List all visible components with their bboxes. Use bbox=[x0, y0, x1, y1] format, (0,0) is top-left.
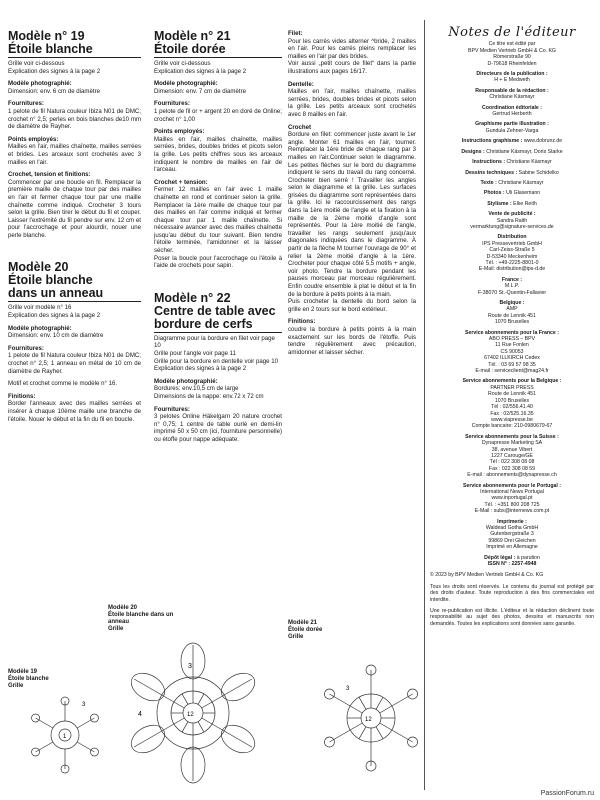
model-19-title: Modèle n° 19 bbox=[8, 29, 85, 43]
diagram-21-stitch bbox=[380, 723, 392, 730]
diagram-20-title: Modèle 20 bbox=[108, 605, 138, 611]
diagram-21-grille: Grille bbox=[288, 634, 304, 640]
diagram-20-round-4: 4 bbox=[138, 711, 142, 718]
directors-heading: Directeurs de la publication : bbox=[476, 71, 548, 78]
diagram-19-round-1: 1 bbox=[63, 734, 67, 740]
diagram-21-stitch bbox=[380, 706, 392, 713]
issn: 2257-4948 bbox=[511, 561, 537, 568]
crochet-text: Bordure en filet: commencer juste avant le 1er angle. Monter 61 mailles en l'air, tourner. Remplacer la 1ère bride de chaque rang par 3 mailles en l'air.Continuer selon le diagramme. Les petites flèches sur le bord du diagramme indiquent le sens du travail du rang concerné. Crocheter bien serré ! Travailler les angles selon le diagramme et la grille. Les surfaces grisées du diagramme sont représentées dans la grille. Ici le raccourcissement des rangs dans la 1ère moitié de l'angle et la fixation à la maille de la 2ème moitié d'angle sont représentés. Pour la 1ère moitié de l'angle, travailler les rangs seulement jusqu'aux diagonales indiquées dans le diagramme. À partir de la flèche M tourner l'ouvrage de 90° et relier la 2ème moitié d'angle à la 1ère. Crocheter pour chaque côté 5,5 motifs + angle, voir photo. Tendre la bordure pendant les pauses morceau par morceau régulièrement. Enfin coudre ensemble à plat le début et la fin de la bordure à petits points à la main. Puis crocheter la dentelle du bord selon la grille en 2 tours sur le bord extérieur. bbox=[288, 131, 416, 313]
watermark: PassionForum.ru bbox=[540, 790, 594, 797]
legal-deposit-heading: Dépôt légal : bbox=[484, 554, 516, 561]
distribution: IPS Pressevertrieb GmbH Carl-Zeiss-Straße 5 D-53340 Meckenheim Tél. : +49-2225-8801-0 E-Mail: distribution@ips-d.de bbox=[478, 240, 546, 273]
coordination: Gertrud Herberth bbox=[492, 111, 532, 118]
coordination-heading: Coordination éditoriale : bbox=[482, 104, 542, 111]
model-19-pts-heading: Points employés: bbox=[8, 135, 59, 143]
france-heading: France : bbox=[501, 276, 523, 283]
advertising-heading: Vente de publicité : bbox=[488, 211, 536, 218]
belgium: AMP Route de Lennik 451 1070 Bruxelles bbox=[488, 306, 536, 326]
diagram-21-stitch bbox=[359, 697, 366, 709]
legal-notice-2: Une re-publication est illicite. L'éditeur et la rédaction déclinent toute responsabilité au sujet des photos, dessins et manuscrits non demandés. Toutes les explications sont données sans garantie. bbox=[430, 608, 594, 627]
model-20-fin: Border l'anneaux avec des mailles serrées et insérer à chaque 10ème maille une branche de l'étoile. Nouer le début et la fin du fil en boucle. bbox=[8, 400, 141, 423]
subs-belgium: PARTNER PRESS Route de Lennik 451 1070 Bruxelles Tél : 02/556.41.40 Fax : 02/525.16.35 www.viapresse.be Compte bancaire: 210-0980679-67 bbox=[471, 384, 553, 430]
model-19-subtitle: Étoile blanche bbox=[8, 43, 141, 58]
tech-drawings: Sabine Schidelko bbox=[518, 169, 559, 176]
diagram-19-grid bbox=[20, 690, 110, 780]
model-20-intro: Grille voir modèle n° 16 Explication des signes à la page 2 bbox=[8, 304, 101, 320]
diagram-20-round-3: 3 bbox=[188, 663, 192, 670]
distribution-heading: Distribution bbox=[497, 234, 527, 241]
printer-heading: Imprimerie : bbox=[497, 518, 527, 525]
model-19-four-heading: Fournitures: bbox=[8, 100, 44, 108]
dentelle-heading: Dentelle: bbox=[288, 80, 314, 88]
diagram-20-spoke bbox=[134, 679, 174, 702]
diagram-21-arm bbox=[392, 730, 413, 742]
model-22-title-3: bordure de cerfs bbox=[154, 318, 282, 333]
diagram-20-stitch bbox=[174, 702, 184, 708]
diagram-21-arm bbox=[329, 694, 350, 706]
advertising: Sandra Raith vermarktung@signature-services.de bbox=[470, 217, 554, 230]
diagram-21-arm bbox=[329, 730, 350, 742]
subs-portugal: International News Portugal www.inportugal.pt Tél. : +351 800 208 725 E-Mail : subs@internews.com.pt bbox=[474, 488, 550, 515]
model-20-motif: Motif et crochet comme le modèle n° 16. bbox=[8, 380, 118, 388]
dentelle-text: Mailles en l'air, mailles chaînette, mailles serrées, brides, doubles brides et picots selon la grille. Les petits arceaux sont crochetés avec 8 mailles en l'air. bbox=[288, 88, 416, 118]
model-19-dim: Dimension: env. 6 cm de diamètre bbox=[8, 87, 101, 95]
designs: Christiane Käsmayr, Doris Starke bbox=[486, 148, 563, 155]
model-20-fin-heading: Finitions: bbox=[8, 392, 36, 400]
model-19-cro-heading: Crochet, tension et finitions: bbox=[8, 171, 91, 179]
photos-heading: Photos : bbox=[483, 190, 505, 197]
legal-deposit: à parution bbox=[516, 554, 540, 561]
editor-notes-heading: Notes de l'éditeur bbox=[448, 25, 576, 40]
model-20-title: Modèle 20 bbox=[8, 260, 69, 275]
finitions-text: coudre la bordure à petits points à la main exactement sur les bords de l'étoffe. Puis tendre régulièrement avec précaution, amidonner et laisser sécher. bbox=[288, 325, 416, 356]
filet-heading: Filet: bbox=[288, 30, 303, 37]
model-22-four-heading: Fournitures: bbox=[154, 405, 190, 413]
model-19-four: 1 pelote de fil Natura couleur Ibiza N01 de DMC; crochet n° 2,5; perles en bois blanches de10 mm de diamètre de Rayher. bbox=[8, 107, 141, 131]
printer: Waldead Gotha GmbH Gutenbergstraße 3 99869 Drei Gleichen Imprimé en Allemagne bbox=[485, 525, 539, 551]
model-19-dim-heading: Modèle photographié: bbox=[8, 80, 72, 88]
diagram-20-stitch bbox=[182, 722, 188, 732]
finitions-heading: Finitions: bbox=[288, 318, 316, 326]
tech-drawings-heading: Dessins techniques : bbox=[465, 169, 518, 176]
photos: Uli Glasemann bbox=[506, 190, 541, 197]
model-21-pts-heading: Points employés: bbox=[154, 128, 205, 136]
model-21-four: 1 pelote de fil or + argent 20 en doré de Online; crochet n° 1,00 bbox=[154, 107, 282, 123]
model-22-dim-heading: Modèle photographié: bbox=[154, 377, 218, 385]
diagram-21-stitch bbox=[376, 697, 383, 709]
model-20-dim-heading: Modèle photographié: bbox=[8, 324, 72, 332]
diagram-20-stitch bbox=[202, 718, 212, 724]
model-20-four: 1 pelote de fil Natura couleur Ibiza N01 de DMC; crochet n° 2,5; 1 anneau en métal de 10 cm de diamètre de Rayher. bbox=[8, 352, 141, 375]
model-21-title: Modèle n° 21 bbox=[154, 29, 231, 43]
subs-swiss: Dynapresse Marketing SA 38, avenue Vibert 1227 Carouge/GE Tél : 022 308 08 08 Fax : 022 308 08 59 E-mail : abonnements@dynapresse.ch bbox=[467, 440, 557, 479]
diagram-20-round-12: 12 bbox=[187, 712, 194, 718]
diagram-20-stitch bbox=[202, 702, 212, 708]
column-2 bbox=[154, 30, 282, 451]
model-21-pose: Poser la boucle pour l'accrochage ou l'étoile à l'aide de crochets pour sapin. bbox=[154, 254, 282, 270]
subs-france-heading: Service abonnements pour la France : bbox=[465, 329, 559, 336]
diagram-21-title: Modèle 21 bbox=[288, 620, 318, 626]
diagram-21-stitch bbox=[359, 727, 366, 739]
model-19-pts: Mailles en l'air, mailles chaînette, mailles serrées et brides. Les arceaux sont crochetés avec 3 mailles en l'air. bbox=[8, 143, 141, 166]
diagram-19-spoke bbox=[77, 742, 94, 752]
column-3 bbox=[288, 30, 416, 361]
subs-france: ABO PRESS – BPV 11 Rue Fonlen CS 90053 67402 ILLKIRCH Cedex Tél. : 03 69 57 98 35 E-mail : serviceclient@mag24.fr bbox=[475, 336, 549, 375]
diagram-19-spoke bbox=[77, 718, 94, 728]
model-19-cro: Commencer par une boucle en fil. Remplacer la première maille de chaque tour par des mailles en l'air et fermer chaque tour par une maille chaînette comme indiqué. Crocheter 3 tours selon la grille. Bien tirer le début du fil et couper. Laisser l'extrémité du fil pendre sur env. 12 cm et pour l'accrochage et pour alourdir, nouer une perle blanche. bbox=[8, 178, 141, 239]
diagram-21-arm bbox=[392, 694, 413, 706]
model-22-title-1: Modèle n° 22 bbox=[154, 290, 231, 305]
model-20-subtitle-1: Étoile blanche bbox=[8, 273, 93, 288]
diagram-20-stitch bbox=[198, 694, 204, 704]
model-21-four-heading: Fournitures: bbox=[154, 100, 190, 108]
text-author: Christiane Käsmayr bbox=[498, 179, 544, 186]
publisher-info: Ce titre est édité par BPV Medien Vertrieb GmbH & Co. KG Römerstraße 90 D-79618 Rheinfelden bbox=[468, 41, 556, 67]
styling: Elke Reith bbox=[513, 200, 537, 207]
model-22-intro: Diagramme pour la bordure en filet voir page 10 Grille pour l'angle voir page 11 Grille pour la bordure en dentelle voir page 10 Explication des signes à la page 2 bbox=[154, 334, 278, 373]
instructions: Christiane Käsmayr bbox=[506, 159, 552, 166]
filet-text: Pour les carrés vides alterner ^bride, 2 mailles en l'air. Pour les carrés pleins remplacer les mailles en l'air par des brides. Voir aussi „petit cours de filet“ dans la partie illustrations aux pages 16/17. bbox=[288, 37, 416, 75]
directors: H + E Medweth bbox=[494, 77, 530, 84]
subs-belgium-heading: Service abonnements pour la Belgique : bbox=[462, 378, 562, 385]
graphics-heading: Graphisme partie illustration : bbox=[475, 121, 549, 128]
instructions-graphics: www.dobrunz.de bbox=[523, 138, 563, 145]
model-21-dim: Dimension: env. 7 cm de diamètre bbox=[154, 87, 247, 95]
diagram-21-stitch bbox=[376, 727, 383, 739]
column-1 bbox=[8, 30, 141, 430]
model-21-dim-heading: Modèle photographié: bbox=[154, 80, 218, 88]
diagram-20-stitch bbox=[198, 722, 204, 732]
model-20-four-heading: Fournitures: bbox=[8, 344, 44, 352]
diagram-20-spoke bbox=[212, 724, 252, 747]
model-21-intro: Grille voir ci-dessous Explication des signes à la page 2 bbox=[154, 60, 247, 75]
diagram-20-subtitle-2: anneau bbox=[108, 619, 130, 625]
diagram-19-round-3: 3 bbox=[82, 702, 86, 708]
designs-heading: Designs : bbox=[461, 148, 485, 155]
subs-portugal-heading: Service abonnements pour le Portugal : bbox=[462, 482, 561, 489]
diagram-20-grid bbox=[118, 628, 268, 793]
instructions-heading: Instructions : bbox=[472, 159, 506, 166]
text-heading: Texte : bbox=[480, 179, 497, 186]
editor-in-chief: Christiane Käsmayr bbox=[489, 94, 535, 101]
editor-notes bbox=[430, 25, 594, 627]
copyright: © 2023 by BPV Medien Vertrieb GmbH & Co. KG bbox=[430, 572, 544, 579]
model-21-pts: Mailles en l'air, mailles chaînette, mailles serrées, brides, doubles brides et picots selon la grille. Les petits chiffres sous les arceaux indiquent le nombre de mailles en l'air de l'arceau. bbox=[154, 135, 282, 174]
diagram-20-spoke bbox=[134, 724, 174, 747]
issn-heading: ISSN N° : bbox=[487, 561, 511, 568]
diagram-19-title: Modèle 19 bbox=[8, 669, 38, 675]
diagram-19-subtitle: Étoile blanche bbox=[8, 676, 49, 682]
diagram-21-stitch bbox=[350, 723, 362, 730]
france: M.L.P. F-38070 St.-Quentin-Fallavier bbox=[477, 283, 547, 296]
model-22-dim: Bordures: env.10,5 cm de large Dimensions de la nappe: env.72 x 72 cm bbox=[154, 385, 264, 400]
diagram-21-label bbox=[288, 620, 322, 641]
model-20-subtitle-2: dans un anneau bbox=[8, 287, 141, 302]
diagram-19-spoke bbox=[36, 718, 53, 728]
diagram-21-round-3: 3 bbox=[346, 686, 350, 692]
styling-heading: Stylisme : bbox=[487, 200, 512, 207]
diagram-19-label bbox=[8, 669, 49, 690]
diagram-20-stitch bbox=[182, 694, 188, 704]
model-21-subtitle: Étoile dorée bbox=[154, 43, 282, 58]
diagram-21-round-12: 12 bbox=[365, 717, 372, 723]
subs-swiss-heading: Service abonnements pour la Suisse : bbox=[465, 433, 559, 440]
belgium-heading: Belgique : bbox=[499, 300, 525, 306]
diagram-20-stitch bbox=[174, 718, 184, 724]
editor-in-chief-heading: Responsable de la rédaction : bbox=[475, 87, 549, 94]
model-21-cro: Fermer 12 mailles en l'air avec 1 maille chaînette en rond et continuer selon la grille. Remplacer la 1ère maille de chaque tour par des mailles en l'air comme indiqué et fermer chaque tour par 1 maille chaînette. Si nécessaire avancer avec des mailles chaînette jusqu'au début du tour suivant. Bien tendre l'étoile terminée, l'amidonner et la laisser sécher. bbox=[154, 186, 282, 255]
model-21-cro-heading: Crochet + tension: bbox=[154, 178, 208, 186]
diagram-21-stitch bbox=[350, 706, 362, 713]
instructions-graphics-heading: Instructions graphisme : bbox=[461, 138, 523, 145]
diagram-20-subtitle-1: Étoile blanche dans un bbox=[108, 612, 174, 618]
crochet-heading: Crochet bbox=[288, 123, 312, 131]
model-19-intro: Grille voir ci-dessous Explication des signes à la page 2 bbox=[8, 60, 101, 75]
legal-notice-1: Tous les droits sont réservés. Le contenu du journal est protégé par des droits d'auteur. Toute reproduction à des fins commerciales est interdite. bbox=[430, 583, 594, 603]
graphics: Gundula Zehner-Varga bbox=[485, 127, 539, 134]
diagram-21-grid bbox=[316, 650, 426, 780]
model-20-dim: Dimension: env. 10 cm de diamètre bbox=[8, 332, 104, 340]
diagram-21-subtitle: Étoile dorée bbox=[288, 627, 323, 633]
diagram-20-grille: Grille bbox=[108, 626, 124, 632]
diagram-20-spoke bbox=[212, 679, 252, 702]
model-22-four: 3 pelotes Online Häkelgarn 20 nature crochet n° 0,75; 1 centre de table ourlé en demi-lin imprimé 50 x 50 cm (ici, fourniture personnelle) ou étoffe pour nappe adéquate. bbox=[154, 413, 282, 443]
model-22-title-2: Centre de table avec bbox=[154, 303, 276, 318]
diagram-19-grille: Grille bbox=[8, 683, 24, 689]
diagram-19-spoke bbox=[36, 742, 53, 752]
